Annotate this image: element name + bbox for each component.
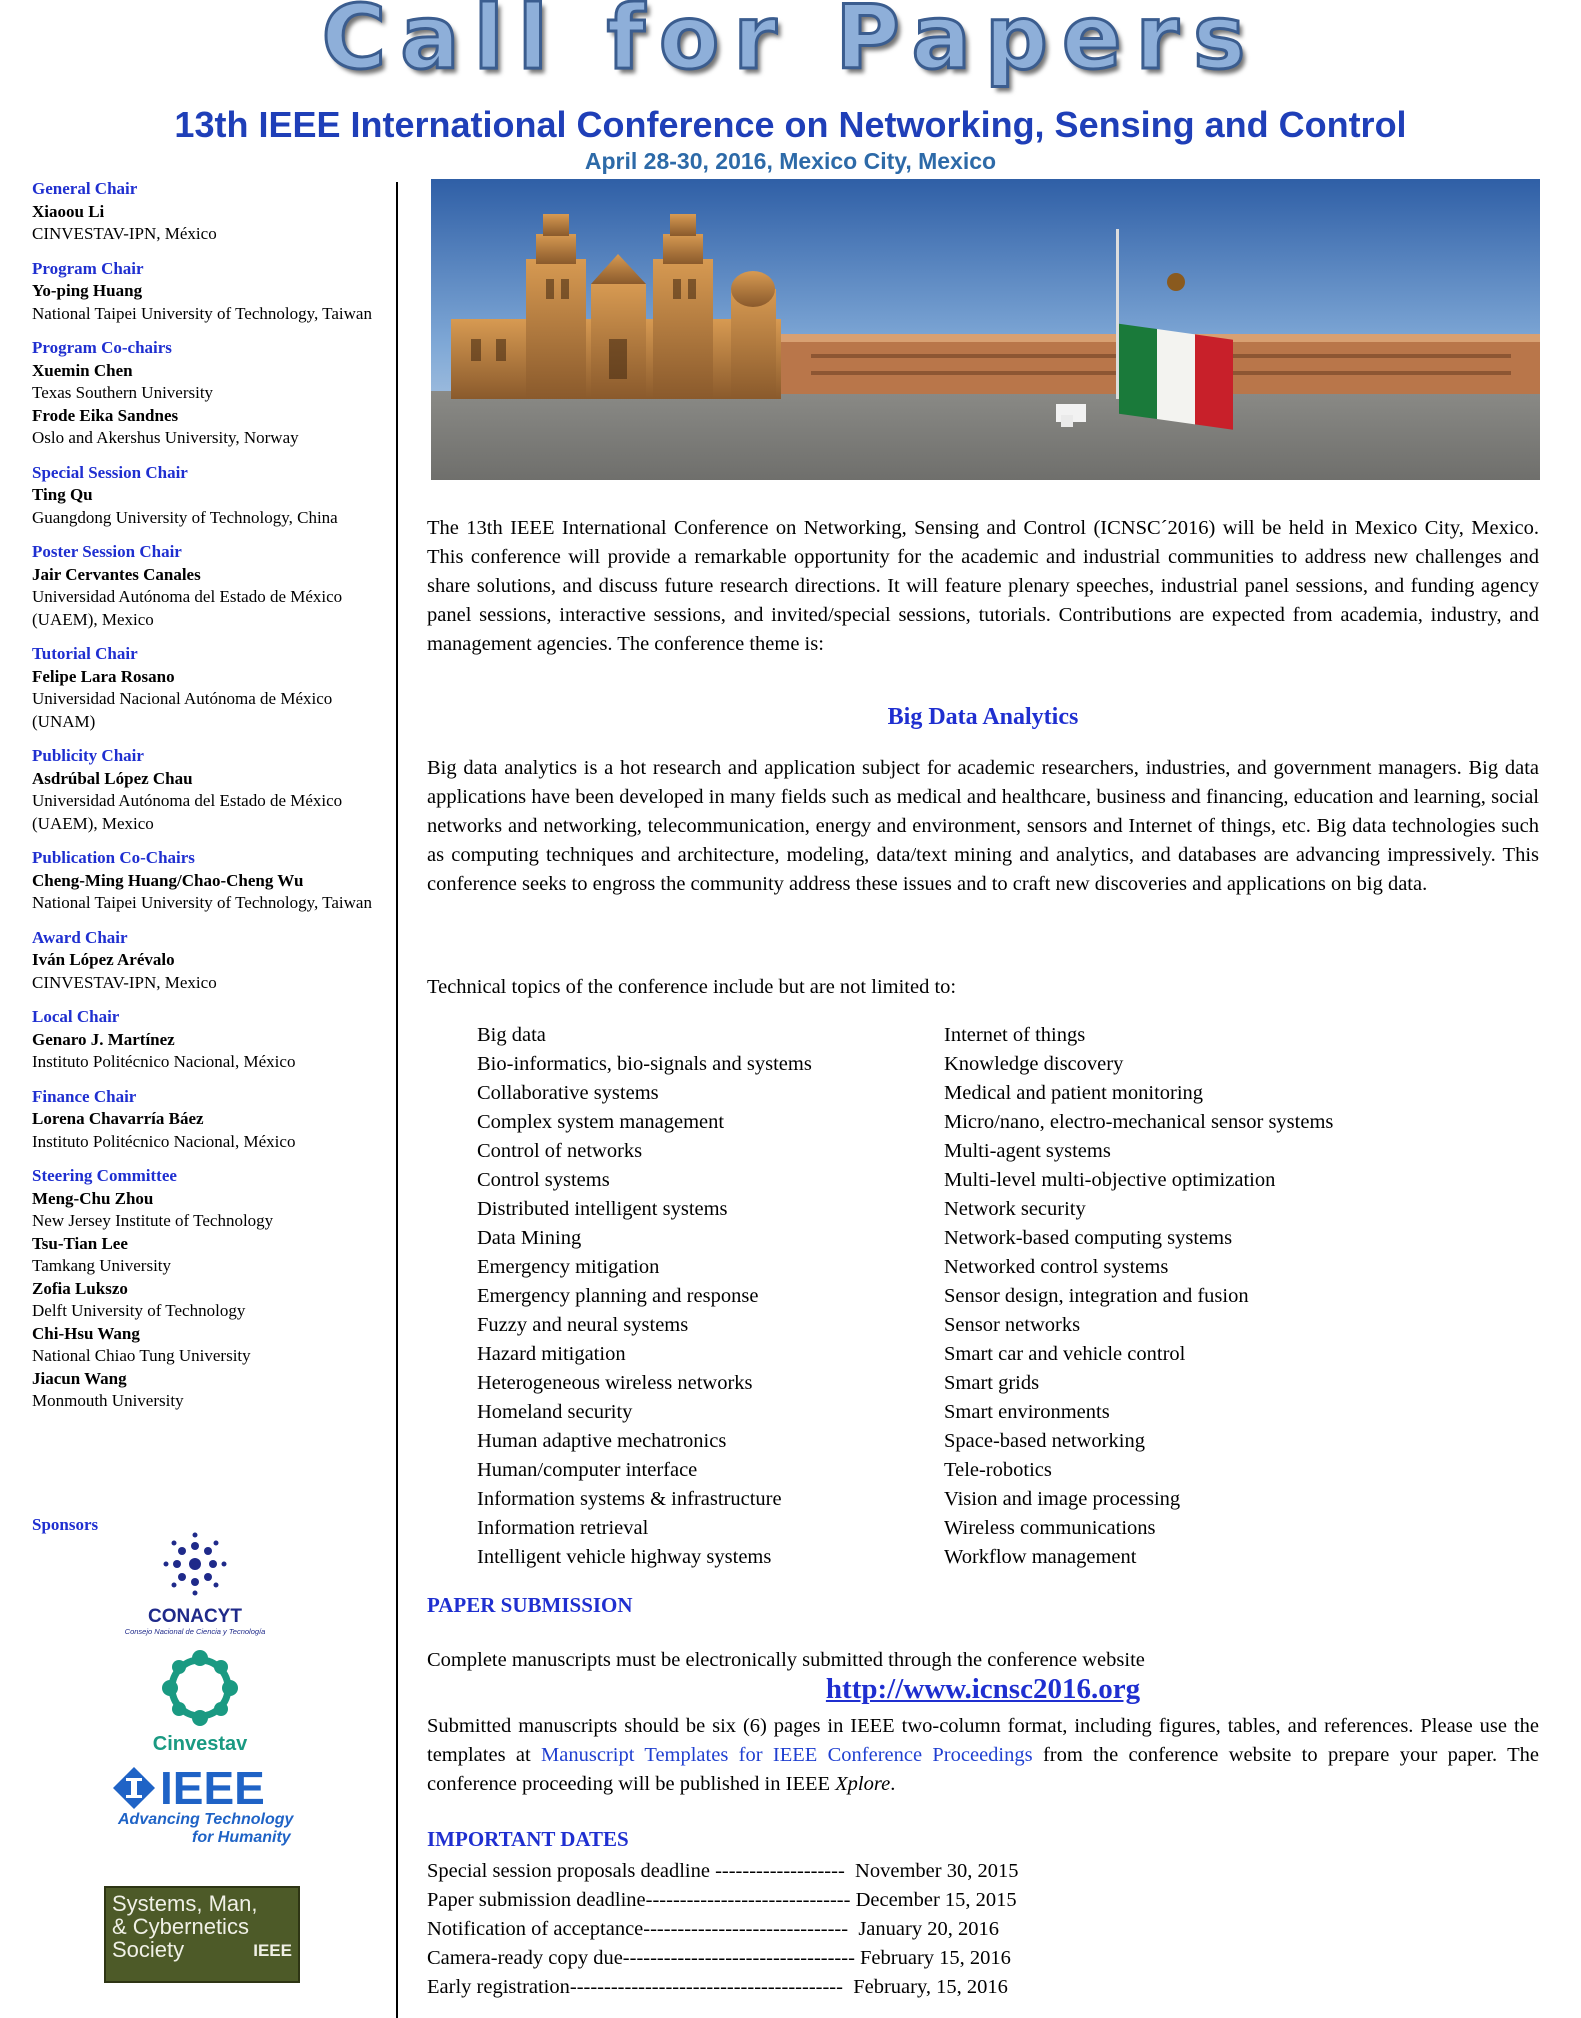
date-row <box>427 1944 1018 1973</box>
topic-item: Complex system management <box>477 1111 725 1133</box>
committee-role: Publication Co-Chairs <box>32 848 195 867</box>
committee-member-name: Xiaoou Li <box>32 201 105 221</box>
important-dates-heading: IMPORTANT DATES <box>427 1827 629 1851</box>
topic-item: Homeland security <box>477 1401 633 1423</box>
topic-item: Information systems & infrastructure <box>477 1488 782 1510</box>
committee-role: Tutorial Chair <box>32 644 138 663</box>
smc-line-1: Systems, Man, <box>112 1891 258 1916</box>
ieee-wordmark: IEEE <box>160 1762 265 1814</box>
committee-section <box>32 643 382 733</box>
committee-section <box>32 745 382 835</box>
committee-member-affiliation: Delft University of Technology <box>32 1301 246 1320</box>
topics-intro: Technical topics of the conference include but are not limited to: <box>427 976 957 998</box>
committee-role: Local Chair <box>32 1007 120 1026</box>
committee-member-affiliation: CINVESTAV-IPN, Mexico <box>32 972 217 992</box>
topic-item: Control of networks <box>477 1140 643 1162</box>
committee-section <box>32 1165 382 1413</box>
committee-member-affiliation: National Taipei University of Technology, Taiwan <box>32 303 372 323</box>
topic-item: Medical and patient monitoring <box>944 1082 1204 1104</box>
call-for-papers-banner: Call for Papers <box>321 0 1260 89</box>
big-data-paragraph: Big data analytics is a hot research and application subject for academic researchers, industries, and government managers. Big data applications have been developed in many fields such as medical and healthcare, business and financing, education and learning, social networks and networking, telecommunication, energy and environment, sensors and Internet of things, etc. Big data technologies such as computing techniques and architecture, modeling, data/text mining and analytics, and databases are advancing impressively. This conference seeks to engross the community address these issues and to craft new discoveries and applications on big data. <box>427 757 1539 895</box>
topic-item: Human/computer interface <box>477 1459 698 1481</box>
date-value: December 15, 2015 <box>855 1889 1017 1911</box>
committee-member-affiliation: National Taipei University of Technology, Taiwan <box>32 893 372 912</box>
topic-item: Big data <box>477 1024 546 1046</box>
committee-section <box>32 847 382 915</box>
topic-item: Micro/nano, electro-mechanical sensor systems <box>944 1111 1334 1133</box>
cinvestav-logo <box>145 1650 255 1756</box>
paper-submission-heading: PAPER SUBMISSION <box>427 1593 633 1617</box>
topic-item: Networked control systems <box>944 1256 1169 1278</box>
topic-item: Control systems <box>477 1169 610 1191</box>
committee-role: Finance Chair <box>32 1086 137 1106</box>
topic-item: Smart environments <box>944 1401 1110 1423</box>
committee-role: Special Session Chair <box>32 462 188 482</box>
conacyt-name: CONACYT <box>148 1606 242 1627</box>
committee-member-affiliation: Guangdong University of Technology, China <box>32 507 338 527</box>
submission-text-b: from the conference website to prepare your paper. The conference proceeding will be published in IEEE <box>427 1744 1540 1795</box>
committee-member-name: Jair Cervantes Canales <box>32 564 201 584</box>
committee-member-name: Tsu-Tian Lee <box>32 1233 128 1253</box>
column-divider <box>396 182 398 2018</box>
sponsors-label: Sponsors <box>32 1515 99 1534</box>
committee-member-affiliation: Instituto Politécnico Nacional, México <box>32 1052 296 1071</box>
submission-instruction: Complete manuscripts must be electronically submitted through the conference website <box>427 1649 1145 1671</box>
committee-role: Steering Committee <box>32 1166 177 1185</box>
committee-member-affiliation: Instituto Politécnico Nacional, México <box>32 1131 296 1151</box>
topic-item: Emergency planning and response <box>477 1285 759 1307</box>
topic-item: Space-based networking <box>944 1430 1145 1452</box>
topic-item: Distributed intelligent systems <box>477 1198 728 1220</box>
committee-member-affiliation: Monmouth University <box>32 1391 184 1410</box>
committee-section <box>32 337 382 450</box>
topics-list-left <box>477 1021 812 1572</box>
committee-section <box>32 178 382 246</box>
topic-item: Smart car and vehicle control <box>944 1343 1186 1365</box>
topic-item: Multi-level multi-objective optimization <box>944 1169 1276 1191</box>
committee-section <box>32 1006 382 1074</box>
committee-section <box>32 927 382 995</box>
date-value: February, 15, 2016 <box>853 1976 1008 1998</box>
committee-member-affiliation: New Jersey Institute of Technology <box>32 1211 274 1230</box>
cinvestav-name: Cinvestav <box>152 1733 248 1755</box>
committee-member-affiliation: National Chiao Tung University <box>32 1346 251 1365</box>
topic-item: Smart grids <box>944 1372 1040 1394</box>
topic-item: Knowledge discovery <box>944 1053 1124 1075</box>
committee-member-name: Lorena Chavarría Báez <box>32 1109 204 1128</box>
ieee-tagline-2: for Humanity <box>192 1829 291 1846</box>
committee-member-affiliation: Tamkang University <box>32 1256 172 1275</box>
date-value: November 30, 2015 <box>855 1860 1019 1882</box>
committee-section <box>32 1086 382 1154</box>
xplore-text: Xplore <box>835 1773 891 1795</box>
smc-ieee-badge: IEEE <box>253 1941 292 1960</box>
committee-member-name: Xuemin Chen <box>32 360 133 380</box>
date-label: Special session proposals deadline ------------------- <box>427 1860 856 1882</box>
topic-item: Network-based computing systems <box>944 1227 1233 1249</box>
mexico-city-zocalo-photo <box>431 179 1540 480</box>
committee-member-name: Asdrúbal López Chau <box>32 768 193 788</box>
smc-line-2: & Cybernetics <box>112 1914 249 1939</box>
topic-item: Workflow management <box>944 1546 1137 1568</box>
committee-role: Program Chair <box>32 258 144 278</box>
committee-member-affiliation: Universidad Autónoma del Estado de México (UAEM), Mexico <box>32 791 343 833</box>
date-row <box>427 1915 1018 1944</box>
topic-item: Bio-informatics, bio-signals and systems <box>477 1053 812 1075</box>
topic-item: Sensor networks <box>944 1314 1081 1336</box>
topic-item: Internet of things <box>944 1024 1086 1046</box>
submission-details <box>427 1712 1539 1799</box>
committee-member-name: Felipe Lara Rosano <box>32 666 175 686</box>
topic-item: Emergency mitigation <box>477 1256 660 1278</box>
committee-member-name: Frode Eika Sandnes <box>32 405 179 425</box>
committee-section <box>32 258 382 326</box>
committee-role: Poster Session Chair <box>32 542 182 561</box>
date-label: Paper submission deadline------------------------------ <box>427 1889 856 1911</box>
date-label: Early registration---------------------------------------- <box>427 1976 854 1998</box>
topic-item: Multi-agent systems <box>944 1140 1111 1162</box>
committee-member-name: Chi-Hsu Wang <box>32 1323 140 1343</box>
submission-text-c: . <box>890 1773 896 1795</box>
topic-item: Information retrieval <box>477 1517 649 1539</box>
date-row <box>427 1886 1018 1915</box>
important-dates-list <box>427 1857 1018 2002</box>
topic-item: Hazard mitigation <box>477 1343 626 1365</box>
topic-item: Vision and image processing <box>944 1488 1181 1510</box>
date-row <box>427 1857 1018 1886</box>
date-row <box>427 1973 1018 2002</box>
topic-item: Data Mining <box>477 1227 582 1249</box>
topic-item: Sensor design, integration and fusion <box>944 1285 1249 1307</box>
topic-item: Collaborative systems <box>477 1082 659 1104</box>
conacyt-emblem-icon <box>105 1532 285 1602</box>
templates-link[interactable]: Manuscript Templates for IEEE Conference Proceedings <box>541 1744 1033 1766</box>
committee-role: Publicity Chair <box>32 746 144 765</box>
date-value: January 20, 2016 <box>858 1918 999 1940</box>
smc-line-3: Society <box>112 1937 185 1962</box>
committee-member-name: Genaro J. Martínez <box>32 1029 175 1049</box>
topic-item: Intelligent vehicle highway systems <box>477 1546 772 1568</box>
committee-member-name: Jiacun Wang <box>32 1368 127 1388</box>
topic-item: Human adaptive mechatronics <box>477 1430 727 1452</box>
intro-paragraph: The 13th IEEE International Conference on Networking, Sensing and Control (ICNSC´2016) will be held in Mexico City, Mexico. This conference will provide a remarkable opportunity for the academic and industrial communities to address new challenges and share solutions, and discuss future research directions. It will feature plenary speeches, industrial panel sessions, and funding agency panel sessions, interactive sessions, and invited/special sessions, tutorials. Contributions are expected from academia, industry, and management agencies. The conference theme is: <box>427 517 1539 655</box>
committee-member-affiliation: Texas Southern University <box>32 383 214 402</box>
committee-role: General Chair <box>32 179 138 198</box>
conference-theme: Big Data Analytics <box>887 704 1079 730</box>
smc-society-logo <box>104 1886 300 1983</box>
ieee-tagline-1: Advancing Technology <box>118 1811 294 1828</box>
date-label: Camera-ready copy due---------------------------------- <box>427 1947 861 1969</box>
conference-title: 13th IEEE International Conference on Networking, Sensing and Control <box>174 104 1407 145</box>
topic-item: Fuzzy and neural systems <box>477 1314 689 1336</box>
conference-date-location: April 28-30, 2016, Mexico City, Mexico <box>584 148 997 174</box>
date-value: February 15, 2016 <box>860 1947 1011 1969</box>
committee-member-name: Meng-Chu Zhou <box>32 1188 154 1208</box>
committee-member-name: Yo-ping Huang <box>32 281 143 300</box>
conacyt-subtitle: Consejo Nacional de Ciencia y Tecnología <box>124 1627 266 1636</box>
committee-member-name: Ting Qu <box>32 485 93 504</box>
committee-role: Program Co-chairs <box>32 338 172 357</box>
ieee-diamond-icon <box>112 1766 156 1810</box>
committee-member-name: Zofia Lukszo <box>32 1278 128 1298</box>
cinvestav-emblem-icon <box>145 1650 255 1728</box>
date-label: Notification of acceptance------------------------------ <box>427 1918 859 1940</box>
conacyt-logo <box>105 1532 285 1636</box>
committee-section <box>32 462 382 530</box>
topics-list-right <box>944 1021 1333 1572</box>
committee-member-affiliation: CINVESTAV-IPN, México <box>32 224 217 243</box>
topic-item: Tele-robotics <box>944 1459 1052 1481</box>
submission-text-a: Submitted manuscripts should be six (6) pages in IEEE two-column format, including figures, tables, and references. Please use the templates at <box>427 1715 1539 1766</box>
topic-item: Heterogeneous wireless networks <box>477 1372 753 1394</box>
organizing-committee <box>32 178 382 1425</box>
committee-member-name: Cheng-Ming Huang/Chao-Cheng Wu <box>32 870 304 890</box>
committee-member-name: Iván López Arévalo <box>32 950 175 969</box>
conference-website-link[interactable]: http://www.icnsc2016.org <box>825 1673 1141 1705</box>
committee-member-affiliation: Universidad Nacional Autónoma de México (UNAM) <box>32 689 333 731</box>
committee-member-affiliation: Universidad Autónoma del Estado de México (UAEM), Mexico <box>32 587 343 629</box>
topic-item: Wireless communications <box>944 1517 1156 1539</box>
committee-role: Award Chair <box>32 927 128 947</box>
committee-section <box>32 541 382 631</box>
committee-member-affiliation: Oslo and Akershus University, Norway <box>32 428 299 447</box>
topic-item: Network security <box>944 1198 1086 1220</box>
ieee-logo <box>112 1762 302 1847</box>
